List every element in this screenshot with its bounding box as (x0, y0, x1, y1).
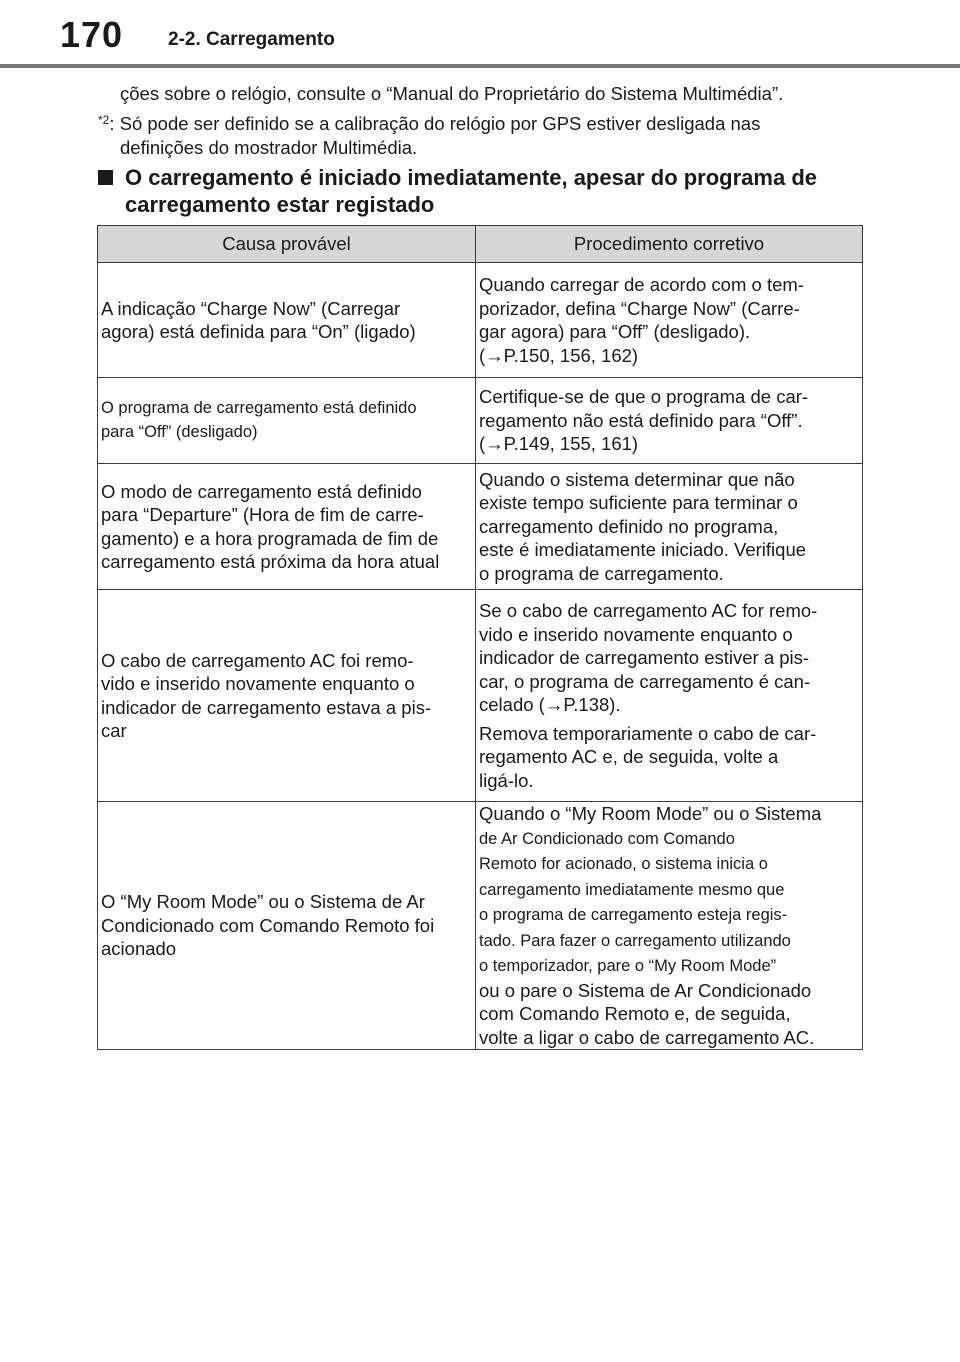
column-header-procedure: Procedimento corretivo (476, 226, 863, 263)
text-line: com Comando Remoto e, de seguida, (479, 1003, 791, 1024)
cause-cell (98, 378, 476, 464)
table-row (98, 378, 863, 464)
procedure-cell (476, 378, 863, 464)
cause-text (101, 297, 472, 344)
text-line: indicador de carregamento estava a pis- (101, 696, 432, 718)
procedure-cell (476, 802, 863, 1050)
procedure-cell (476, 464, 863, 590)
text-line: O modo de carregamento está definido (101, 480, 422, 502)
table-row (98, 590, 863, 802)
footnote-2-line1: : Só pode ser definido se a calibração do relógio por GPS estiver desligada nas (109, 113, 761, 134)
text-line: O programa de carregamento está definido (101, 399, 417, 417)
cause-text (101, 649, 472, 743)
cause-text (101, 890, 472, 961)
text-line: para “Departure” (Hora de fim de carre- (101, 504, 424, 525)
text-line: (→P.150, 156, 162) (479, 344, 639, 366)
procedure-text (479, 802, 859, 1049)
text-line: existe tempo suficiente para terminar o (479, 492, 798, 514)
text-line: o temporizador, pare o “My Room Mode” (479, 957, 777, 975)
footnote-2-text (98, 113, 760, 134)
troubleshooting-table (97, 225, 863, 1050)
page-number: 170 (60, 14, 124, 55)
procedure-text (479, 468, 859, 586)
footnote-2 (98, 108, 760, 160)
table-header-row (98, 226, 863, 263)
text-line: porizador, defina “Charge Now” (Carre- (479, 297, 800, 319)
text-line: Quando carregar de acordo com o tem- (479, 274, 804, 295)
text-line: (→P.149, 155, 161) (479, 433, 639, 455)
footnote-line: ções sobre o relógio, consulte o “Manual do Proprietário do Sistema Multimédia”. (120, 83, 784, 104)
text-line: regamento AC e, de seguida, volte a (479, 746, 779, 767)
text-line: carregamento definido no programa, (479, 515, 779, 537)
text-line: tado. Para fazer o carregamento utilizando (479, 931, 791, 950)
procedure-cell (476, 590, 863, 802)
text-line: indicador de carregamento estiver a pis- (479, 647, 810, 668)
text-line: carregamento imediatamente mesmo que (479, 880, 785, 899)
section-heading (98, 164, 868, 218)
text-line: car, o programa de carregamento é can- (479, 670, 811, 692)
text-line: Quando o sistema determinar que não (479, 468, 795, 490)
cause-cell (98, 802, 476, 1050)
footnote-2-mark: *2 (98, 113, 110, 127)
cause-text (101, 480, 472, 574)
text-line: celado (→P.138). (479, 694, 621, 715)
table-row (98, 802, 863, 1050)
text-line: Remova temporariamente o cabo de car- (479, 722, 817, 744)
text-line: O “My Room Mode” ou o Sistema de Ar (101, 891, 425, 913)
footnote-2-line2: definições do mostrador Multimédia. (120, 137, 418, 158)
cause-cell (98, 263, 476, 378)
text-line: para “Off” (desligado) (101, 422, 258, 441)
text-line: Condicionado com Comando Remoto foi (101, 914, 435, 936)
text-line: Quando o “My Room Mode” ou o Sistema (479, 803, 822, 824)
text-line: gamento) e a hora programada de fim de (101, 527, 439, 549)
text-line: carregamento está próxima da hora atual (101, 551, 440, 572)
cause-text (101, 397, 472, 444)
procedure-text (479, 273, 859, 367)
procedure-text (479, 385, 859, 456)
procedure-cell (476, 263, 863, 378)
table-row (98, 464, 863, 590)
heading-line2: carregamento estar registado (125, 192, 435, 217)
text-line: Certifique-se de que o programa de car- (479, 386, 809, 408)
cause-cell (98, 464, 476, 590)
text-line: agora) está definida para “On” (ligado) (101, 321, 416, 342)
text-line: O cabo de carregamento AC foi remo- (101, 649, 414, 671)
text-line: o programa de carregamento. (479, 562, 724, 584)
text-line: Se o cabo de carregamento AC for remo- (479, 600, 818, 621)
text-line: este é imediatamente iniciado. Verifique (479, 539, 807, 561)
text-line: gar agora) para “Off” (desligado). (479, 321, 751, 342)
cause-cell (98, 590, 476, 802)
column-header-cause: Causa provável (98, 226, 476, 263)
text-line: o programa de carregamento esteja regis- (479, 906, 788, 924)
footnote-continuation (98, 82, 783, 106)
square-bullet-icon (98, 170, 113, 185)
text-line: ou o pare o Sistema de Ar Condicionado (479, 979, 812, 1001)
procedure-text (479, 722, 859, 793)
text-line: vido e inserido novamente enquanto o (101, 673, 415, 694)
text-line: regamento não está definido para “Off”. (479, 409, 803, 431)
table-row (98, 263, 863, 378)
text-line: de Ar Condicionado com Comando (479, 829, 735, 848)
heading-line1: O carregamento é iniciado imediatamente, apesar do programa de (125, 165, 818, 190)
text-line: volte a ligar o cabo de carregamento AC. (479, 1026, 815, 1048)
text-line: A indicação “Charge Now” (Carregar (101, 297, 401, 319)
text-line: Remoto for acionado, o sistema inicia o (479, 855, 768, 873)
procedure-text (479, 599, 859, 717)
text-line: ligá-lo. (479, 769, 534, 791)
header-rule (0, 64, 960, 68)
text-line: vido e inserido novamente enquanto o (479, 623, 793, 645)
section-title: 2-2. Carregamento (168, 29, 335, 50)
text-line: acionado (101, 938, 177, 960)
text-line: car (101, 720, 127, 741)
